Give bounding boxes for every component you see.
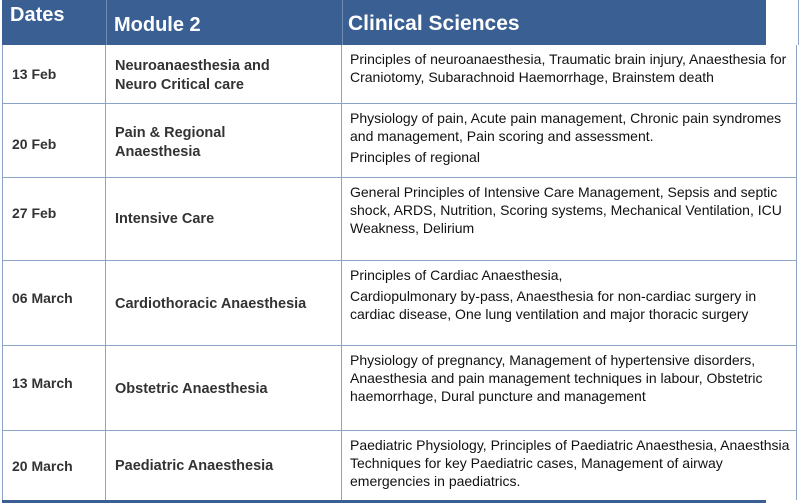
- date-cell: [2, 346, 106, 430]
- module-text: [115, 124, 225, 162]
- topics-paragraph: Principles of regional: [350, 149, 480, 165]
- module-cell: [106, 431, 342, 500]
- module-cell: [106, 104, 342, 177]
- module-text: [115, 457, 273, 476]
- topics-text: [350, 50, 790, 86]
- topics-paragraph: General Principles of Intensive Care Management, Sepsis and septic shock, ARDS, Nutrition, Scoring systems, Mechanical Ventilation, ICU Weakness, Delirium: [350, 184, 782, 236]
- module-line: Obstetric Anaesthesia: [115, 381, 268, 397]
- module-text: [115, 380, 268, 399]
- table-right-edge: [798, 0, 799, 45]
- table-row: [2, 431, 797, 500]
- module-text: [115, 57, 270, 95]
- topics-paragraph: Paediatric Physiology, Principles of Paediatric Anaesthesia, Anaesthsia Techniques for key Paediatric cases, Management of airway emergencies in paediatrics.: [350, 437, 790, 489]
- module-text: [115, 210, 214, 229]
- topics-paragraph: Principles of Cardiac Anaesthesia,: [350, 267, 563, 283]
- module-line: Neuro Critical care: [115, 77, 244, 93]
- table-header: [2, 0, 766, 45]
- date-text: 13 March: [12, 375, 73, 391]
- module-text: [115, 295, 306, 314]
- topics-cell: [342, 261, 797, 345]
- topics-paragraph: Physiology of pain, Acute pain management, Chronic pain syndromes and management, Pain scoring and assessment.: [350, 110, 782, 144]
- topics-cell: [342, 104, 797, 177]
- header-divider: [342, 0, 343, 45]
- topics-text: [350, 351, 790, 405]
- date-cell: [2, 261, 106, 345]
- date-text: 20 March: [12, 458, 73, 474]
- module-line: Neuroanaesthesia and: [115, 58, 270, 74]
- date-text: 27 Feb: [12, 205, 57, 221]
- date-cell: [2, 178, 106, 260]
- module-line: Anaesthesia: [115, 144, 201, 160]
- header-divider: [106, 0, 107, 45]
- topics-text: [350, 436, 790, 490]
- module-line: Pain & Regional: [115, 125, 226, 141]
- topics-cell: [342, 431, 797, 500]
- module-cell: [106, 261, 342, 345]
- module-line: Cardiothoracic Anaesthesia: [115, 296, 307, 312]
- table-row: [2, 104, 797, 178]
- topics-paragraph: Principles of neuroanaesthesia, Traumatic brain injury, Anaesthesia for Craniotomy, Subarachnoid Haemorrhage, Brainstem death: [350, 51, 787, 85]
- header-dates: Dates: [10, 4, 65, 26]
- date-cell: [2, 104, 106, 177]
- module-line: Paediatric Anaesthesia: [115, 458, 274, 474]
- module-cell: [106, 45, 342, 103]
- table-row: [2, 346, 797, 431]
- header-module: Module 2: [114, 14, 201, 36]
- date-text: 20 Feb: [12, 136, 57, 152]
- date-cell: [2, 45, 106, 103]
- topics-text: [350, 183, 790, 237]
- topics-paragraph: Physiology of pregnancy, Management of hypertensive disorders, Anaesthesia and pain management techniques in labour, Obstetric haemorrhage, Dural puncture and management: [350, 352, 763, 404]
- topics-text: [350, 109, 790, 166]
- topics-cell: [342, 178, 797, 260]
- module-cell: [106, 346, 342, 430]
- table-row: [2, 178, 797, 261]
- topics-cell: [342, 346, 797, 430]
- module-line: Intensive Care: [115, 211, 215, 227]
- table-row: [2, 261, 797, 346]
- module-cell: [106, 178, 342, 260]
- date-text: 06 March: [12, 290, 73, 306]
- date-text: 13 Feb: [12, 66, 57, 82]
- table-row: [2, 45, 797, 104]
- header-clinical-sciences: Clinical Sciences: [348, 12, 520, 35]
- topics-paragraph: Cardiopulmonary by-pass, Anaesthesia for non-cardiac surgery in cardiac disease, One lung ventilation and major thoracic surgery: [350, 288, 757, 322]
- date-cell: [2, 431, 106, 500]
- topics-text: [350, 266, 790, 323]
- topics-cell: [342, 45, 797, 103]
